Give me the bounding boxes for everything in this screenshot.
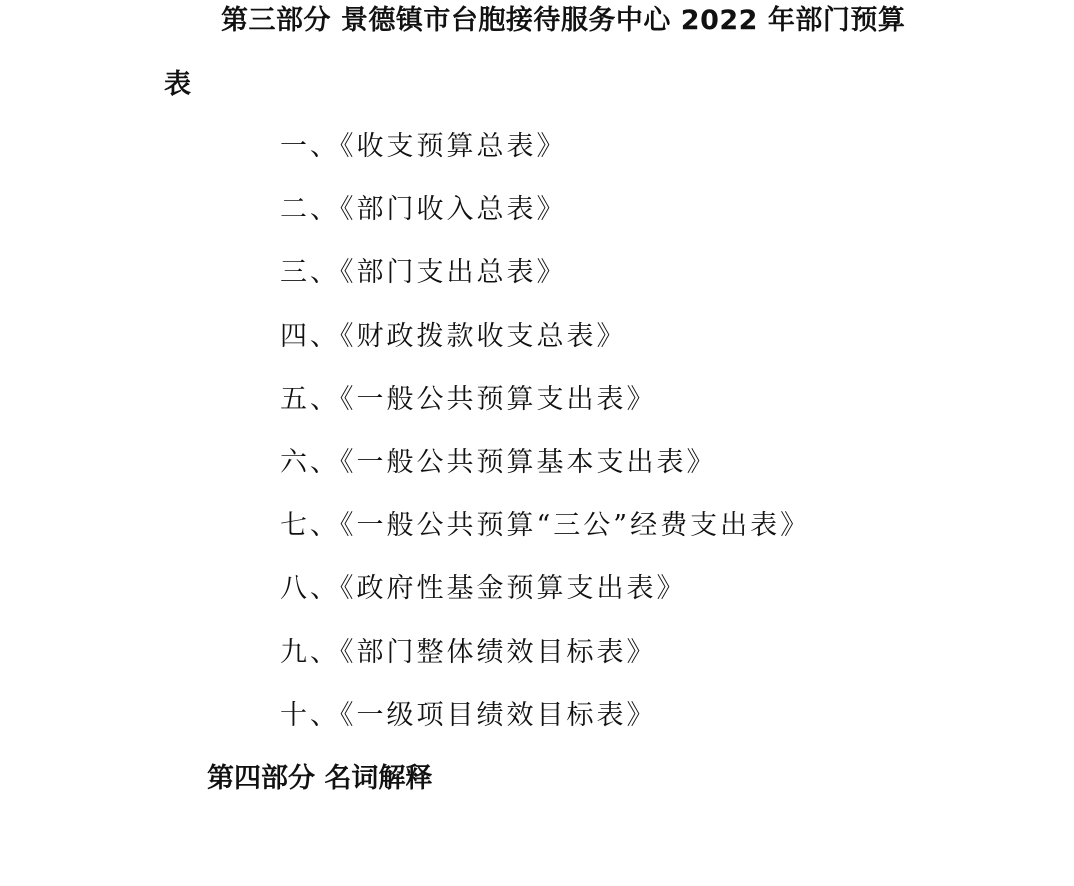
toc-item-9: 九、《部门整体绩效目标表》 <box>280 636 657 668</box>
part4-title: 第四部分 名词解释 <box>207 763 433 794</box>
toc-item-5: 五、《一般公共预算支出表》 <box>280 383 657 415</box>
toc-item-7: 七、《一般公共预算“三公”经费支出表》 <box>280 510 811 542</box>
toc-item-6: 六、《一般公共预算基本支出表》 <box>280 446 717 478</box>
toc-item-1: 一、《收支预算总表》 <box>280 131 567 162</box>
toc-item-10: 十、《一级项目绩效目标表》 <box>280 699 657 731</box>
budget-table-list <box>280 130 810 762</box>
part3-title-line2: 表 <box>164 69 191 100</box>
toc-item-4: 四、《财政拨款收支总表》 <box>280 320 627 352</box>
toc-item-3: 三、《部门支出总表》 <box>280 257 567 289</box>
part3-title-line1: 第三部分 景德镇市台胞接待服务中心 2022 年部门预算 <box>221 5 906 36</box>
toc-item-2: 二、《部门收入总表》 <box>280 194 567 226</box>
toc-item-8: 八、《政府性基金预算支出表》 <box>280 573 687 605</box>
